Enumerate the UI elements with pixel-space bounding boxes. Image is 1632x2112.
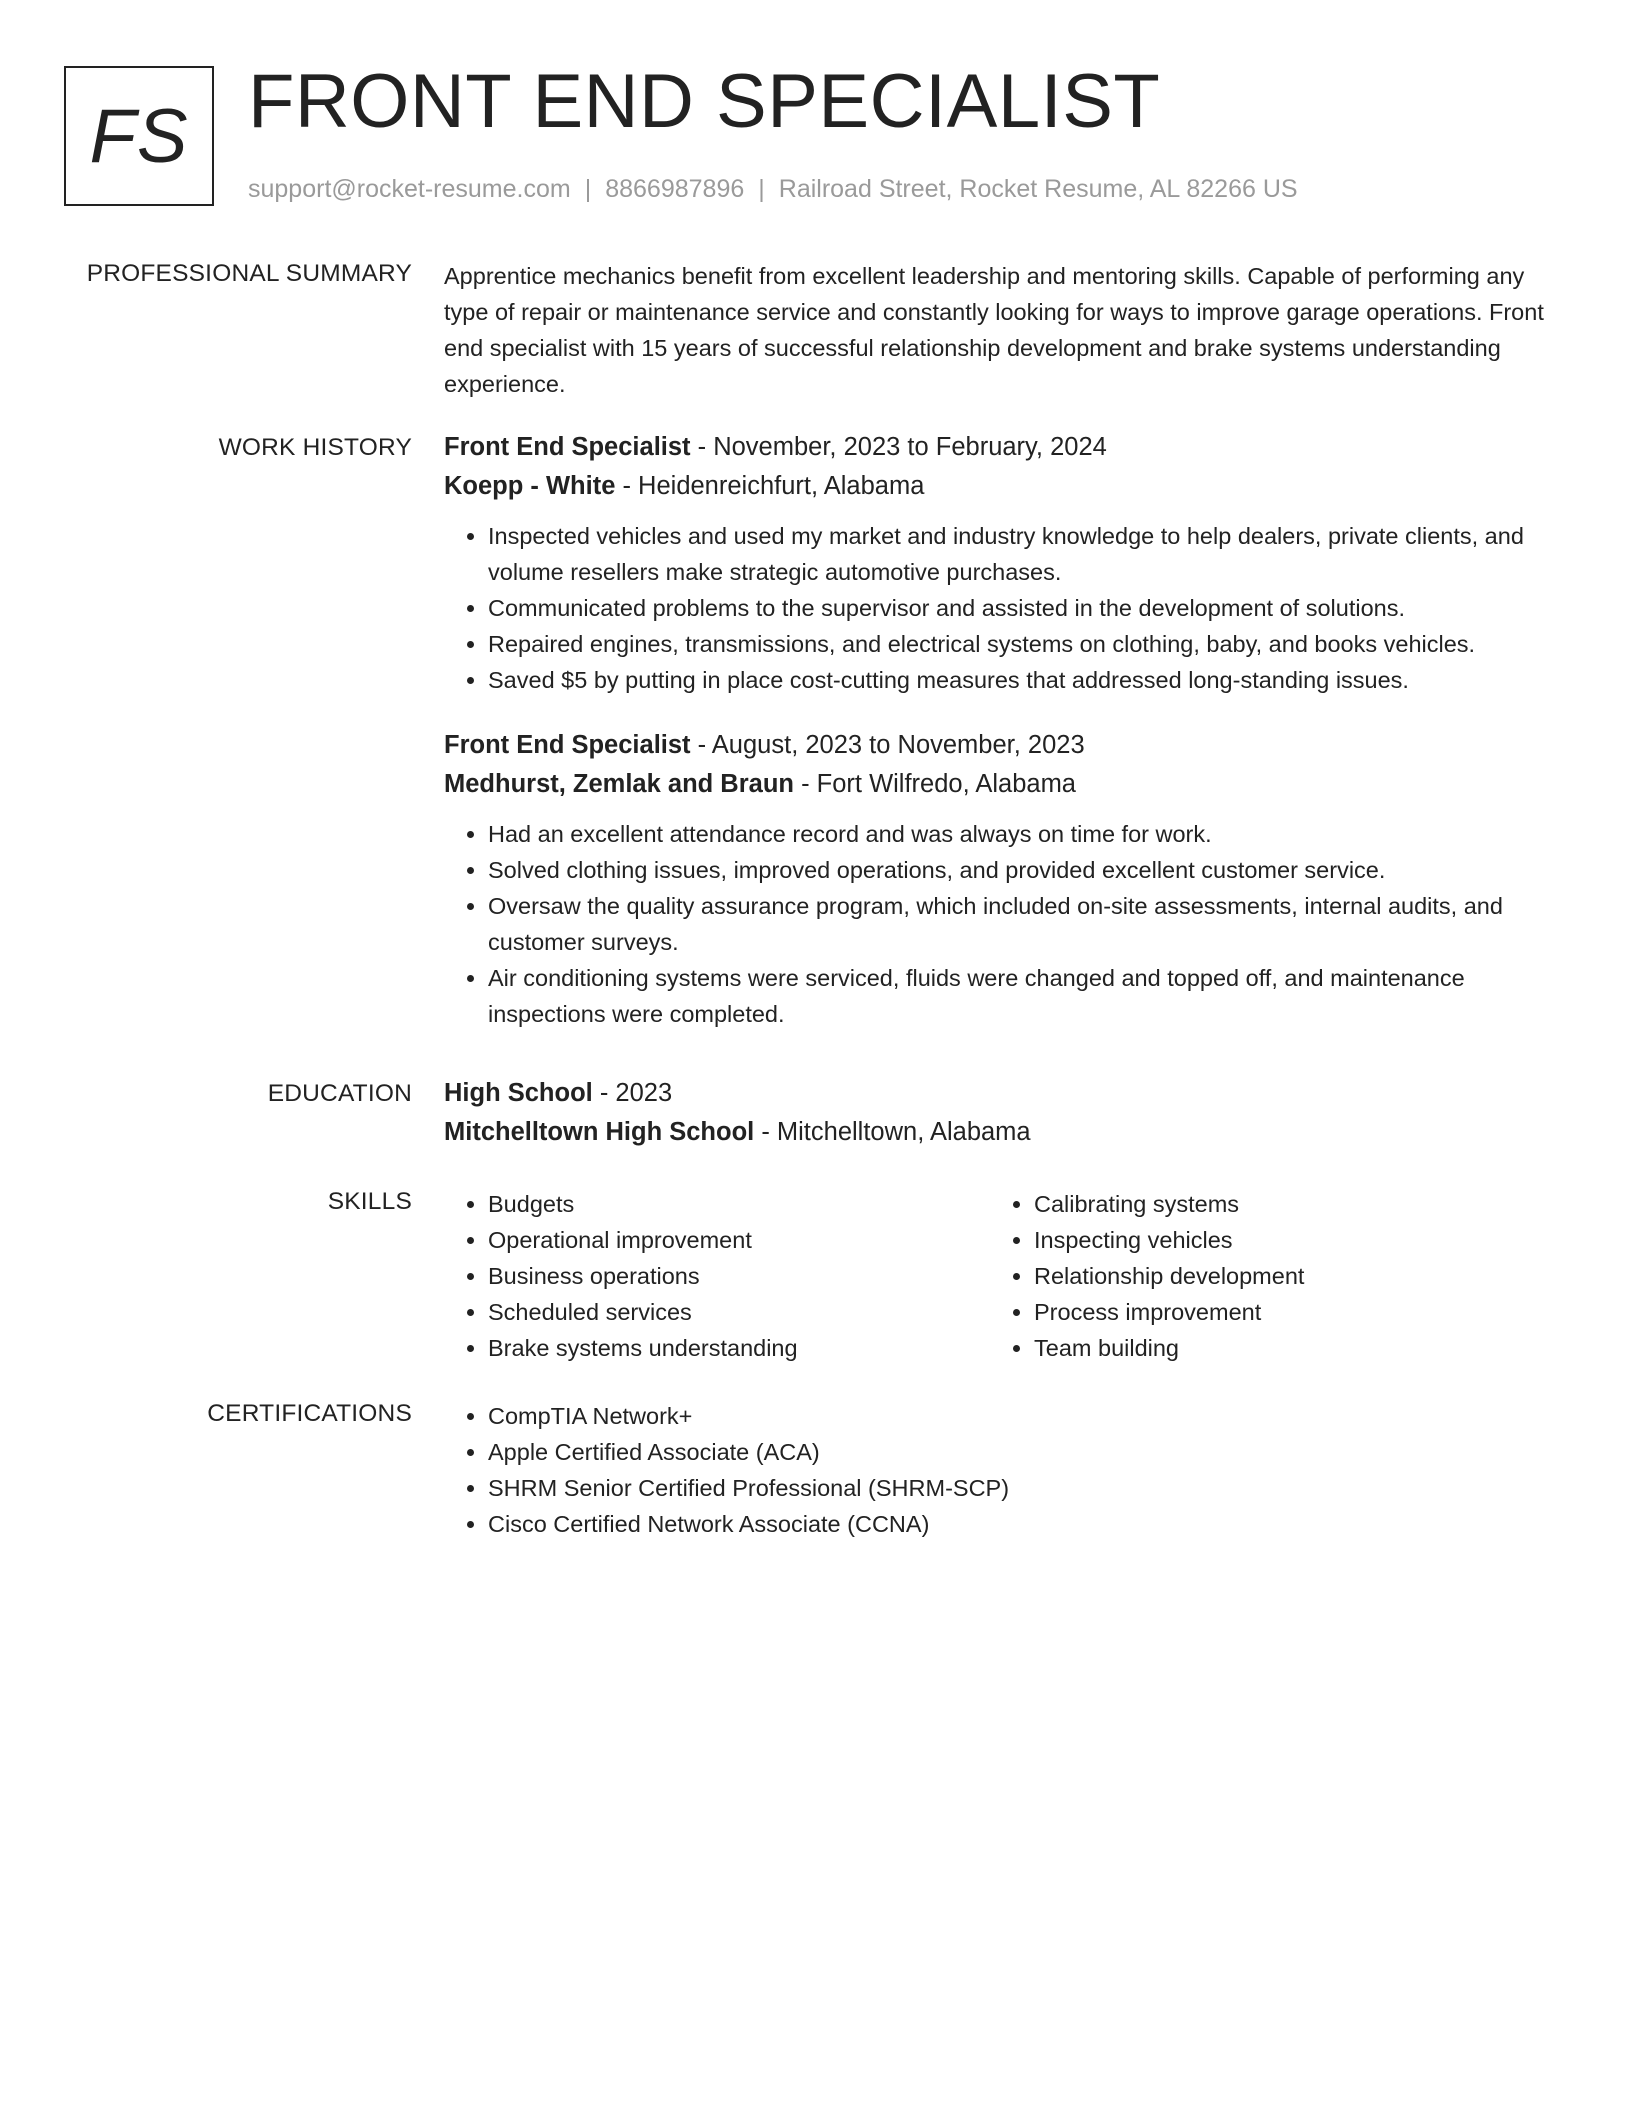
monogram-initials: FS bbox=[89, 93, 189, 179]
list-item: • Solved clothing issues, improved operations, and provided excellent customer service. bbox=[488, 852, 1564, 888]
list-item: • Calibrating systems bbox=[1034, 1186, 1536, 1222]
job-bullets bbox=[444, 518, 1564, 698]
list-item: • Inspecting vehicles bbox=[1034, 1222, 1536, 1258]
job-location: - Fort Wilfredo, Alabama bbox=[793, 770, 1076, 798]
section-label-work-history: WORK HISTORY bbox=[218, 434, 412, 461]
list-item: • Had an excellent attendance record and was always on time for work. bbox=[488, 816, 1564, 852]
list-item: • Saved $5 by putting in place cost-cutting measures that addressed long-standing issues. bbox=[488, 662, 1564, 698]
job-bullets bbox=[444, 816, 1564, 1032]
job-title: Front End Specialist bbox=[444, 433, 691, 461]
job-title: Front End Specialist bbox=[444, 731, 691, 759]
summary-body bbox=[444, 258, 1564, 402]
list-item: • Team building bbox=[1034, 1330, 1536, 1366]
education-degree-line bbox=[444, 1074, 1564, 1113]
skills-list-left bbox=[444, 1186, 990, 1366]
education-year: - 2023 bbox=[592, 1079, 673, 1107]
list-item: • Communicated problems to the supervisor and assisted in the development of solutions. bbox=[488, 590, 1564, 626]
list-item: • Relationship development bbox=[1034, 1258, 1536, 1294]
contact-separator: | bbox=[584, 175, 592, 203]
list-item: • Business operations bbox=[488, 1258, 990, 1294]
education-location: - Mitchelltown, Alabama bbox=[754, 1118, 1031, 1146]
section-label-education: EDUCATION bbox=[267, 1080, 412, 1107]
list-item: • Operational improvement bbox=[488, 1222, 990, 1258]
skills-body bbox=[444, 1186, 1564, 1366]
monogram-box bbox=[64, 66, 214, 206]
list-item: • Scheduled services bbox=[488, 1294, 990, 1330]
job-title-line bbox=[444, 428, 1564, 467]
job-dates: - November, 2023 to February, 2024 bbox=[690, 433, 1107, 461]
section-label-skills: SKILLS bbox=[327, 1188, 412, 1215]
certifications-list bbox=[444, 1398, 1564, 1542]
job-dates: - August, 2023 to November, 2023 bbox=[690, 731, 1085, 759]
list-item: • Process improvement bbox=[1034, 1294, 1536, 1330]
job-company-line bbox=[444, 467, 1564, 506]
list-item: • Inspected vehicles and used my market and industry knowledge to help dealers, private clients, and volume resellers make strategic automotive purchases. bbox=[488, 518, 1564, 590]
job-entry bbox=[444, 726, 1564, 1032]
skills-list-right bbox=[990, 1186, 1536, 1366]
list-item: • Air conditioning systems were serviced, fluids were changed and topped off, and maintenance inspections were completed. bbox=[488, 960, 1564, 1032]
certifications-body bbox=[444, 1398, 1564, 1542]
section-label-certifications: CERTIFICATIONS bbox=[207, 1400, 412, 1427]
job-entry bbox=[444, 428, 1564, 698]
list-item: • Cisco Certified Network Associate (CCNA) bbox=[488, 1506, 1564, 1542]
list-item: • SHRM Senior Certified Professional (SHRM-SCP) bbox=[488, 1470, 1564, 1506]
contact-phone: 8866987896 bbox=[605, 175, 745, 203]
education-school: Mitchelltown High School bbox=[444, 1118, 755, 1146]
contact-email: support@rocket-resume.com bbox=[248, 175, 571, 203]
contact-address: Railroad Street, Rocket Resume, AL 82266 US bbox=[778, 175, 1298, 203]
job-location: - Heidenreichfurt, Alabama bbox=[615, 472, 925, 500]
list-item: • Apple Certified Associate (ACA) bbox=[488, 1434, 1564, 1470]
skills-columns bbox=[444, 1186, 1564, 1366]
summary-text: Apprentice mechanics benefit from excellent leadership and mentoring skills. Capable of performing any type of repair or maintenance service and constantly looking for ways to improve garage operations. Front end specialist with 15 years of successful relationship development and brake systems understanding experience. bbox=[444, 263, 1544, 397]
job-company: Koepp - White bbox=[444, 472, 616, 500]
education-degree: High School bbox=[444, 1079, 593, 1107]
contact-separator: | bbox=[758, 175, 765, 203]
job-company-line bbox=[444, 765, 1564, 804]
work-history-body bbox=[444, 428, 1564, 1032]
section-label-summary: PROFESSIONAL SUMMARY bbox=[86, 260, 412, 287]
job-company: Medhurst, Zemlak and Braun bbox=[444, 770, 794, 798]
education-school-line bbox=[444, 1113, 1564, 1152]
list-item: • Budgets bbox=[488, 1186, 990, 1222]
contact-line bbox=[248, 174, 1298, 204]
list-item: • Brake systems understanding bbox=[488, 1330, 990, 1366]
list-item: • CompTIA Network+ bbox=[488, 1398, 1564, 1434]
education-body bbox=[444, 1074, 1564, 1152]
list-item: • Oversaw the quality assurance program, which included on-site assessments, internal audits, and customer surveys. bbox=[488, 888, 1564, 960]
list-item: • Repaired engines, transmissions, and electrical systems on clothing, baby, and books vehicles. bbox=[488, 626, 1564, 662]
job-title-line bbox=[444, 726, 1564, 765]
resume-name: FRONT END SPECIALIST bbox=[248, 59, 1161, 144]
